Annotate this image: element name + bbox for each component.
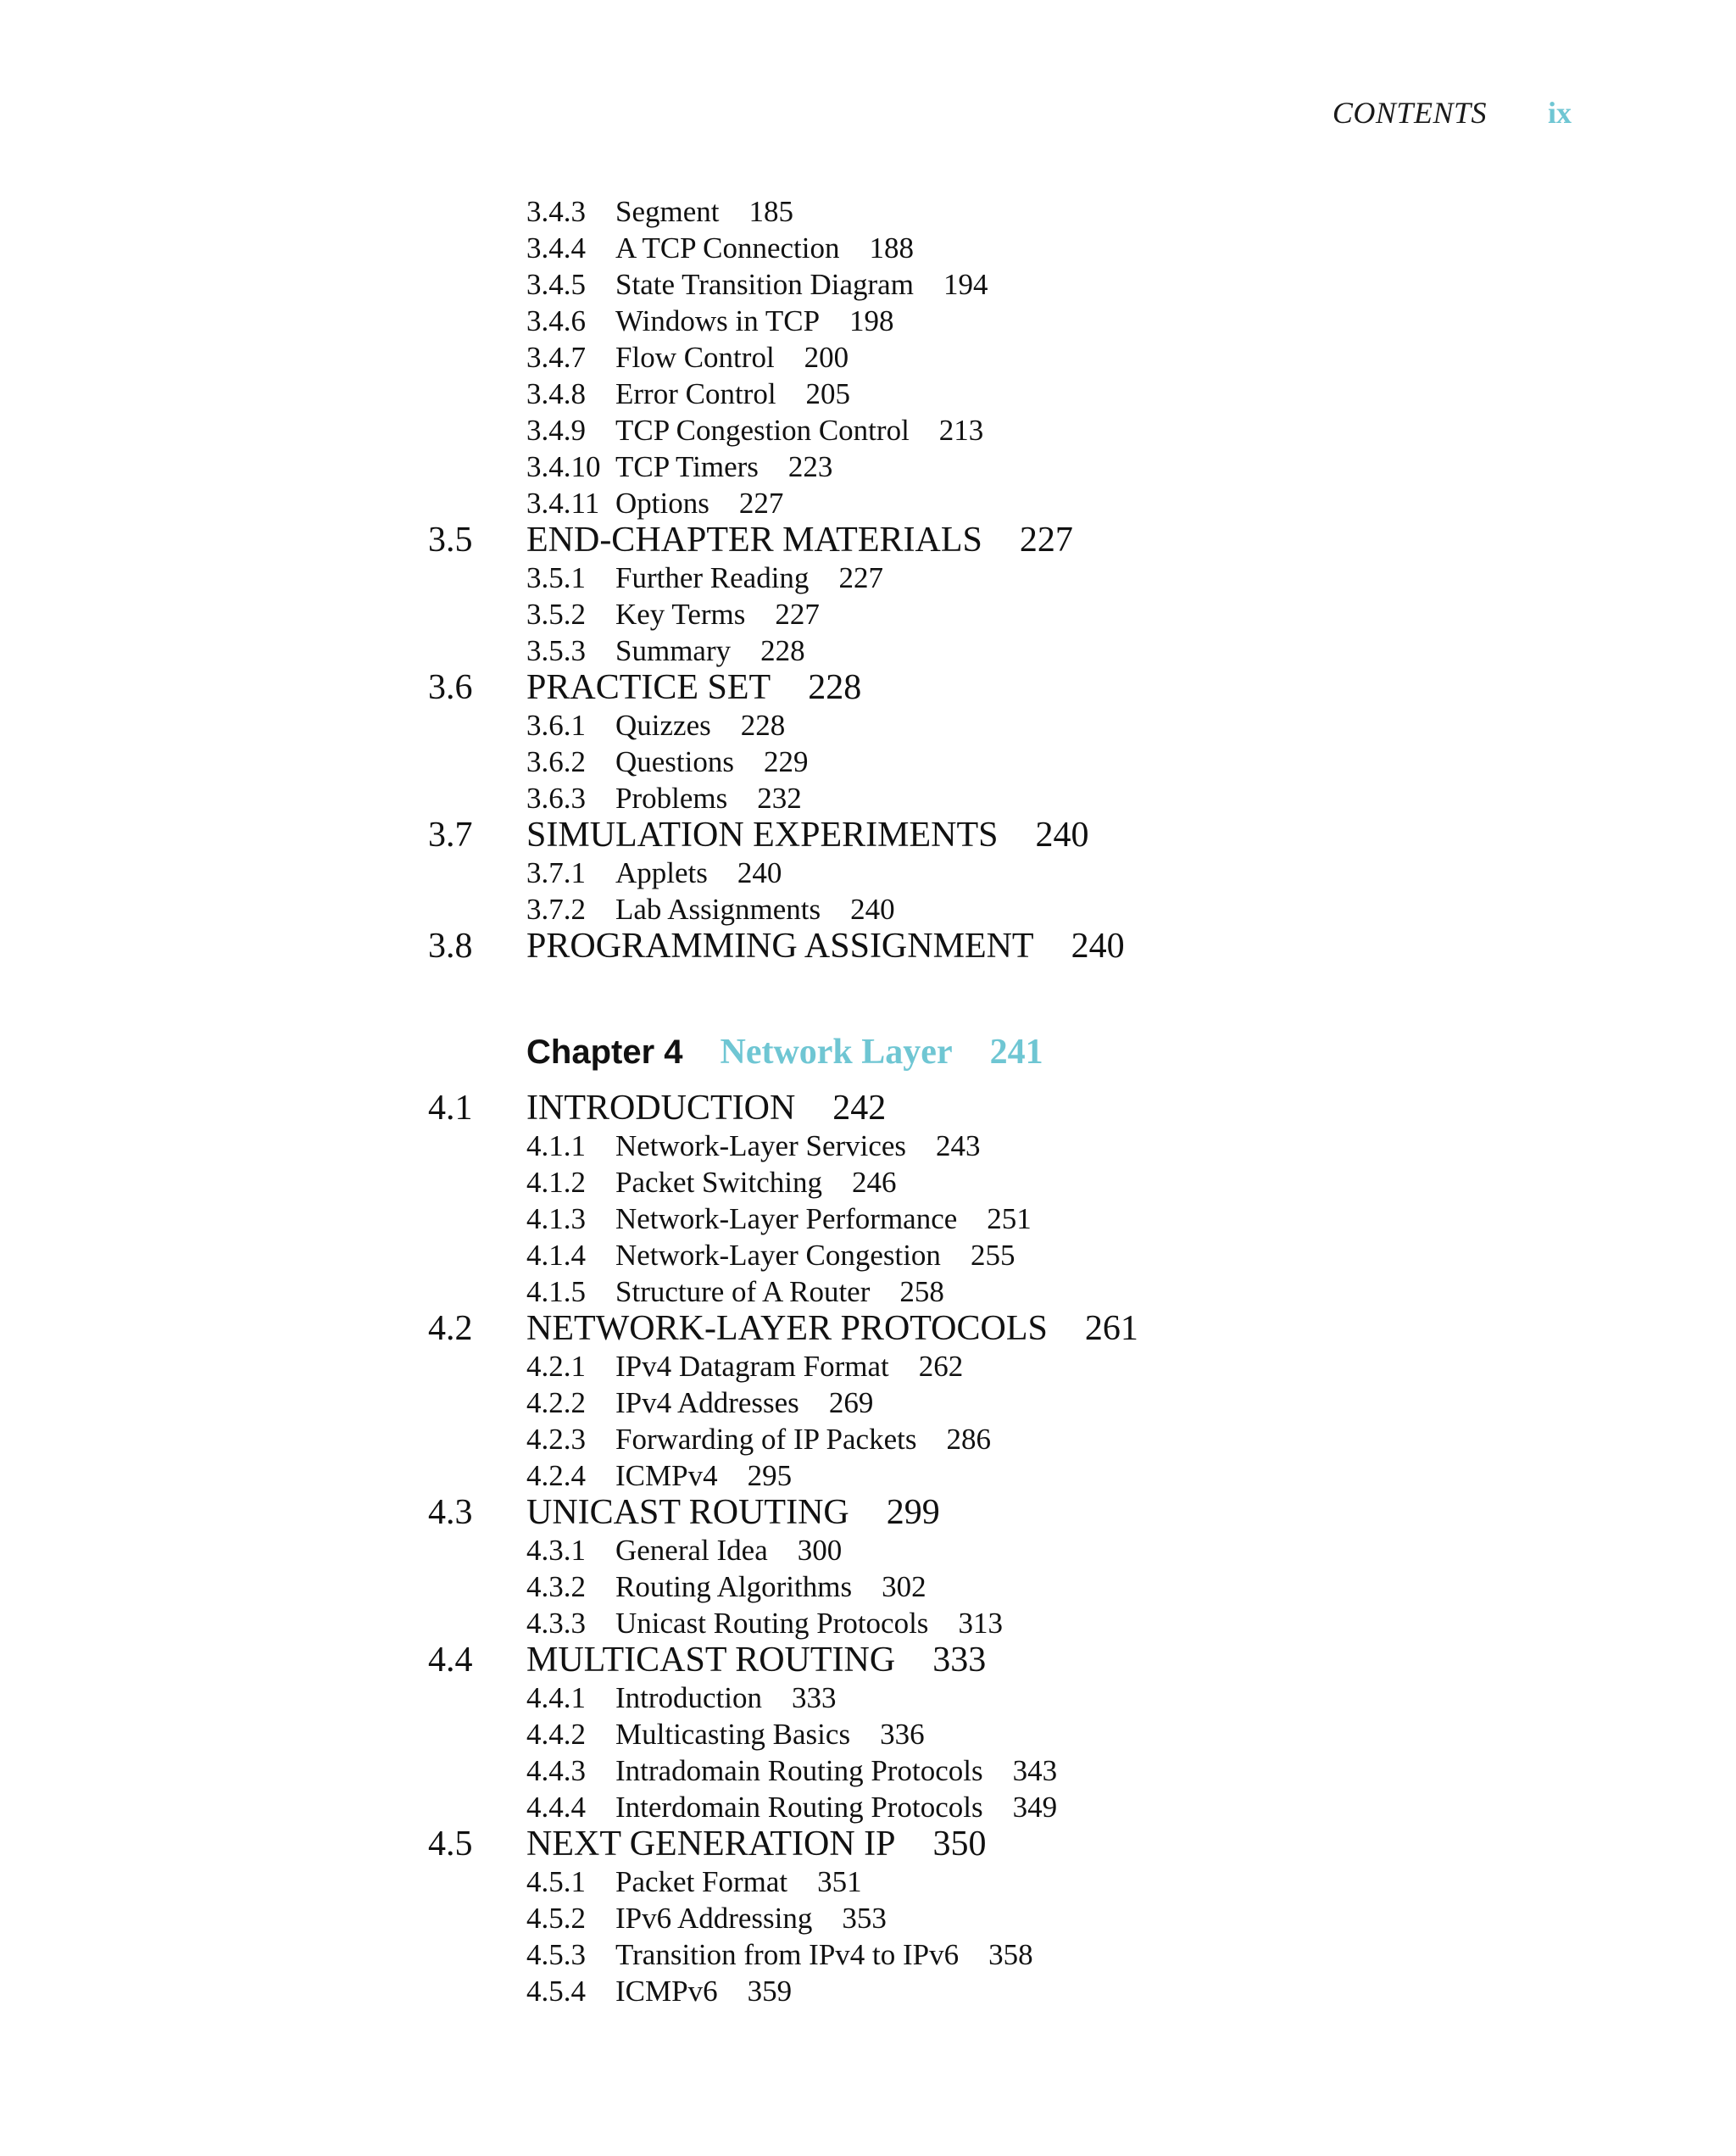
toc-subsection-entry[interactable] [0, 1273, 1736, 1310]
entry-title: Lab Assignments [615, 893, 821, 926]
toc-subsection-entry[interactable] [0, 193, 1736, 230]
entry-number: 3.4.4 [526, 231, 586, 265]
entry-page-number: 228 [740, 709, 786, 742]
toc-section-entry[interactable] [0, 1825, 1736, 1864]
toc-subsection-entry[interactable] [0, 230, 1736, 266]
entry-number: 3.4.3 [526, 195, 586, 228]
entry-page-number: 188 [869, 231, 914, 265]
entry-page-number: 299 [886, 1493, 940, 1532]
entry-number: 4.1.5 [526, 1275, 586, 1308]
entry-number: 4.4 [428, 1641, 473, 1680]
entry-number: 3.6.1 [526, 709, 586, 742]
toc-subsection-entry[interactable] [0, 339, 1736, 376]
entry-page-number: 261 [1084, 1309, 1138, 1348]
entry-page-number: 333 [792, 1681, 837, 1714]
entry-page-number: 194 [943, 268, 988, 301]
toc-section-entry[interactable] [0, 816, 1736, 855]
running-title: CONTENTS [1332, 96, 1487, 130]
entry-page-number: 255 [970, 1239, 1015, 1272]
entry-page-number: 343 [1012, 1754, 1058, 1787]
entry-page-number: 358 [988, 1938, 1033, 1971]
toc-subsection-entry[interactable] [0, 1237, 1736, 1273]
toc-subsection-entry[interactable] [0, 1900, 1736, 1936]
entry-page-number: 229 [764, 745, 809, 778]
toc-subsection-entry[interactable] [0, 1752, 1736, 1789]
toc-section-entry[interactable] [0, 928, 1736, 966]
toc-subsection-entry[interactable] [0, 1936, 1736, 1973]
entry-title: Applets [615, 856, 708, 889]
entry-number: 4.4.3 [526, 1754, 586, 1787]
running-head [1333, 95, 1572, 136]
entry-title: Routing Algorithms [615, 1570, 853, 1603]
toc-subsection-entry[interactable] [0, 1864, 1736, 1900]
toc-subsection-entry[interactable] [0, 707, 1736, 744]
entry-title: Summary [615, 634, 732, 667]
entry-number: 3.7.2 [526, 893, 586, 926]
entry-number: 3.4.11 [526, 487, 600, 520]
toc-subsection-entry[interactable] [0, 266, 1736, 303]
entry-number: 4.5.4 [526, 1975, 586, 2008]
entry-number: 3.6.2 [526, 745, 586, 778]
entry-title: Intradomain Routing Protocols [615, 1754, 983, 1787]
toc-subsection-entry[interactable] [0, 376, 1736, 412]
entry-page-number: 302 [882, 1570, 926, 1603]
entry-page-number: 313 [958, 1607, 1003, 1640]
toc-subsection-entry[interactable] [0, 1568, 1736, 1605]
entry-title: Flow Control [615, 341, 775, 374]
entry-number: 4.2.1 [526, 1350, 586, 1383]
toc-subsection-entry[interactable] [0, 1384, 1736, 1421]
entry-page-number: 333 [932, 1641, 987, 1680]
entry-title: Segment [615, 195, 720, 228]
entry-title: Packet Format [615, 1865, 788, 1898]
entry-title: TCP Timers [615, 450, 759, 483]
toc-subsection-entry[interactable] [0, 1680, 1736, 1716]
entry-number: 4.2.2 [526, 1386, 586, 1419]
entry-page-number: 336 [880, 1718, 925, 1751]
toc-subsection-entry[interactable] [0, 855, 1736, 891]
entry-title: IPv6 Addressing [615, 1902, 813, 1935]
entry-page-number: 232 [757, 782, 802, 815]
entry-number: 4.1 [428, 1089, 473, 1128]
toc-subsection-entry[interactable] [0, 1421, 1736, 1457]
entry-title: SIMULATION EXPERIMENTS [526, 816, 999, 855]
toc-subsection-entry[interactable] [0, 891, 1736, 928]
entry-number: 4.3.2 [526, 1570, 586, 1603]
toc-chapter-3-entries [0, 193, 1736, 966]
entry-number: 4.4.2 [526, 1718, 586, 1751]
entry-title: PRACTICE SET [526, 668, 771, 707]
entry-title: Windows in TCP [615, 304, 821, 337]
toc-subsection-entry[interactable] [0, 1532, 1736, 1568]
entry-title: Packet Switching [615, 1166, 822, 1199]
entry-title: ICMPv4 [615, 1459, 718, 1492]
entry-title: Error Control [615, 377, 776, 410]
entry-number: 3.4.9 [526, 414, 586, 447]
entry-number: 4.1.4 [526, 1239, 586, 1272]
entry-title: Multicasting Basics [615, 1718, 851, 1751]
entry-title: Structure of A Router [615, 1275, 871, 1308]
toc-subsection-entry[interactable] [0, 1457, 1736, 1494]
page-folio: ix [1547, 96, 1572, 130]
entry-number: 4.5 [428, 1825, 473, 1864]
entry-number: 4.2.3 [526, 1423, 586, 1456]
toc-subsection-entry[interactable] [0, 448, 1736, 485]
entry-number: 3.7.1 [526, 856, 586, 889]
entry-page-number: 240 [1071, 927, 1125, 966]
toc-subsection-entry[interactable] [0, 1716, 1736, 1752]
entry-number: 3.4.10 [526, 450, 601, 483]
entry-page-number: 240 [737, 856, 782, 889]
entry-number: 3.6 [428, 668, 473, 707]
toc-subsection-entry[interactable] [0, 1128, 1736, 1164]
entry-title: Forwarding of IP Packets [615, 1423, 917, 1456]
entry-page-number: 258 [899, 1275, 944, 1308]
entry-title: Network-Layer Services [615, 1129, 907, 1162]
entry-page-number: 227 [838, 561, 883, 594]
entry-page-number: 228 [760, 634, 805, 667]
entry-page-number: 240 [1035, 816, 1089, 855]
chapter-heading[interactable] [0, 1027, 1736, 1078]
chapter-page: 241 [989, 1033, 1043, 1072]
entry-page-number: 185 [748, 195, 793, 228]
chapter-title: Network Layer [720, 1033, 953, 1072]
entry-page-number: 228 [808, 668, 862, 707]
entry-page-number: 359 [747, 1975, 793, 2008]
entry-title: UNICAST ROUTING [526, 1493, 849, 1532]
toc-subsection-entry[interactable] [0, 596, 1736, 632]
entry-page-number: 213 [938, 414, 984, 447]
entry-page-number: 300 [797, 1534, 843, 1567]
entry-page-number: 223 [787, 450, 833, 483]
toc-section-entry[interactable] [0, 1494, 1736, 1532]
entry-title: IPv4 Datagram Format [615, 1350, 889, 1383]
toc-subsection-entry[interactable] [0, 780, 1736, 816]
entry-page-number: 227 [1019, 521, 1073, 560]
entry-number: 4.5.1 [526, 1865, 586, 1898]
entry-page-number: 349 [1012, 1791, 1058, 1824]
entry-title: NETWORK-LAYER PROTOCOLS [526, 1309, 1048, 1348]
entry-page-number: 205 [805, 377, 851, 410]
entry-title: Key Terms [615, 598, 746, 631]
entry-number: 4.5.3 [526, 1938, 586, 1971]
entry-number: 4.3.1 [526, 1534, 586, 1567]
entry-number: 3.4.6 [526, 304, 586, 337]
entry-number: 3.5.1 [526, 561, 586, 594]
entry-number: 4.3.3 [526, 1607, 586, 1640]
entry-title: Network-Layer Performance [615, 1202, 958, 1235]
toc-subsection-entry[interactable] [0, 1605, 1736, 1641]
toc-section-entry[interactable] [0, 1089, 1736, 1128]
entry-number: 3.6.3 [526, 782, 586, 815]
entry-number: 3.5 [428, 521, 473, 560]
toc-subsection-entry[interactable] [0, 1789, 1736, 1825]
entry-title: Problems [615, 782, 728, 815]
toc-subsection-entry[interactable] [0, 1348, 1736, 1384]
table-of-contents [0, 193, 1736, 2009]
entry-title: INTRODUCTION [526, 1089, 796, 1128]
entry-page-number: 240 [850, 893, 895, 926]
entry-page-number: 200 [804, 341, 849, 374]
entry-number: 4.2.4 [526, 1459, 586, 1492]
entry-number: 3.4.5 [526, 268, 586, 301]
entry-title: END-CHAPTER MATERIALS [526, 521, 982, 560]
toc-subsection-entry[interactable] [0, 632, 1736, 669]
entry-page-number: 286 [946, 1423, 991, 1456]
entry-title: State Transition Diagram [615, 268, 914, 301]
entry-page-number: 227 [738, 487, 784, 520]
entry-page-number: 269 [828, 1386, 874, 1419]
entry-page-number: 262 [918, 1350, 964, 1383]
entry-page-number: 351 [817, 1865, 862, 1898]
entry-title: IPv4 Addresses [615, 1386, 799, 1419]
toc-section-entry[interactable] [0, 521, 1736, 560]
entry-title: MULTICAST ROUTING [526, 1641, 896, 1680]
entry-title: TCP Congestion Control [615, 414, 910, 447]
entry-page-number: 243 [936, 1129, 981, 1162]
toc-subsection-entry[interactable] [0, 1164, 1736, 1201]
entry-number: 4.2 [428, 1309, 473, 1348]
entry-page-number: 246 [852, 1166, 897, 1199]
entry-page-number: 198 [849, 304, 894, 337]
toc-section-entry[interactable] [0, 1310, 1736, 1348]
entry-title: Network-Layer Congestion [615, 1239, 941, 1272]
toc-subsection-entry[interactable] [0, 1973, 1736, 2009]
entry-number: 3.5.3 [526, 634, 586, 667]
toc-subsection-entry[interactable] [0, 303, 1736, 339]
entry-title: Options [615, 487, 709, 520]
entry-page-number: 251 [987, 1202, 1032, 1235]
entry-title: Introduction [615, 1681, 763, 1714]
entry-number: 4.5.2 [526, 1902, 586, 1935]
entry-number: 4.4.4 [526, 1791, 586, 1824]
entry-title: ICMPv6 [615, 1975, 718, 2008]
entry-number: 3.4.7 [526, 341, 586, 374]
entry-page-number: 353 [842, 1902, 887, 1935]
toc-subsection-entry[interactable] [0, 485, 1736, 521]
entry-page-number: 227 [775, 598, 820, 631]
entry-page-number: 242 [832, 1089, 887, 1128]
entry-number: 4.1.1 [526, 1129, 586, 1162]
entry-number: 3.7 [428, 816, 473, 855]
entry-title: NEXT GENERATION IP [526, 1825, 896, 1864]
entry-title: Further Reading [615, 561, 810, 594]
entry-number: 3.4.8 [526, 377, 586, 410]
toc-subsection-entry[interactable] [0, 412, 1736, 448]
entry-page-number: 350 [932, 1825, 987, 1864]
toc-section-entry[interactable] [0, 1641, 1736, 1680]
entry-title: A TCP Connection [615, 231, 840, 265]
entry-title: Unicast Routing Protocols [615, 1607, 929, 1640]
entry-number: 4.4.1 [526, 1681, 586, 1714]
entry-number: 4.1.2 [526, 1166, 586, 1199]
entry-title: PROGRAMMING ASSIGNMENT [526, 927, 1034, 966]
toc-subsection-entry[interactable] [0, 744, 1736, 780]
entry-number: 4.1.3 [526, 1202, 586, 1235]
toc-subsection-entry[interactable] [0, 1201, 1736, 1237]
entry-title: Quizzes [615, 709, 711, 742]
chapter-label: Chapter 4 [526, 1033, 683, 1071]
entry-title: General Idea [615, 1534, 768, 1567]
toc-subsection-entry[interactable] [0, 560, 1736, 596]
entry-number: 3.8 [428, 927, 473, 966]
toc-chapter-4-entries [0, 1089, 1736, 2009]
entry-page-number: 295 [747, 1459, 793, 1492]
toc-section-entry[interactable] [0, 669, 1736, 707]
entry-number: 4.3 [428, 1493, 473, 1532]
entry-title: Questions [615, 745, 734, 778]
entry-number: 3.5.2 [526, 598, 586, 631]
entry-title: Interdomain Routing Protocols [615, 1791, 983, 1824]
entry-title: Transition from IPv4 to IPv6 [615, 1938, 960, 1971]
